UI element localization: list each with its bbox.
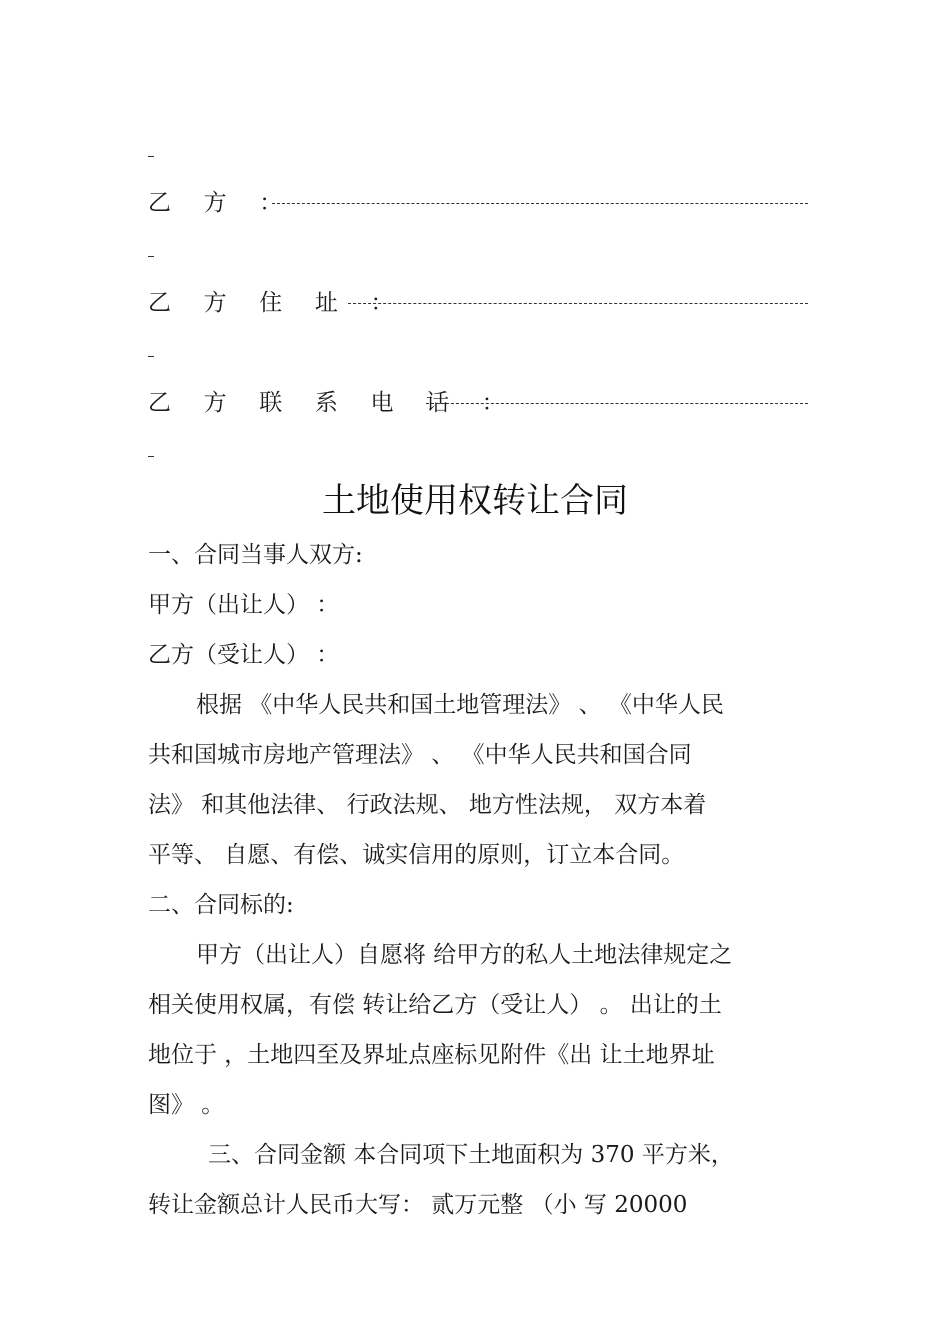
party-b-phone-blank[interactable] (426, 403, 808, 404)
party-b-phone-label: 乙 方 联 系 电 话 ： (148, 390, 518, 416)
body-text-line: 转让金额总计人民币大写： 贰万元整 （小 写 20000 (148, 1192, 688, 1218)
section-heading-subject: 二、合同标的: (148, 892, 294, 918)
party-a-line: 甲方（出让人） ： (148, 592, 340, 618)
body-text-line: 地位于 ，土地四至及界址点座标见附件《出 让土地界址 (148, 1042, 715, 1068)
section-heading-amount: 三、合同金额 本合同项下土地面积为 370 平方米， (208, 1142, 734, 1168)
party-b-blank[interactable] (272, 203, 808, 204)
body-text-line: 共和国城市房地产管理法》 、 《中华人民共和国合同 (148, 742, 692, 768)
party-b-address-blank[interactable] (348, 303, 808, 304)
continuation-dash (148, 256, 154, 257)
contract-title: 土地使用权转让合同 (322, 481, 628, 521)
body-text-line: 相关使用权属，有偿 转让给乙方（受让人） 。 出让的土 (148, 992, 722, 1018)
party-b-phone-field (148, 388, 808, 418)
party-b-field (148, 188, 808, 218)
continuation-dash (148, 456, 154, 457)
body-text-line: 根据 《中华人民共和国土地管理法》 、 《中华人民 (196, 692, 724, 718)
party-b-label: 乙 方 ： (148, 190, 295, 216)
party-b-address-field (148, 288, 808, 318)
continuation-dash (148, 356, 154, 357)
body-text-line: 图》 。 (148, 1092, 225, 1118)
party-b-address-label: 乙 方 住 址 ： (148, 290, 407, 316)
body-text-line: 甲方（出让人）自愿将 给甲方的私人土地法律规定之 (196, 942, 733, 968)
section-heading-parties: 一、合同当事人双方: (148, 542, 363, 568)
party-b-line: 乙方（受让人） ： (148, 642, 340, 668)
body-text-line: 平等、 自愿、有偿、诚实信用的原则，订立本合同。 (148, 842, 685, 868)
continuation-dash (148, 156, 154, 157)
body-text-line: 法》 和其他法律、 行政法规、 地方性法规， 双方本着 (148, 792, 707, 818)
